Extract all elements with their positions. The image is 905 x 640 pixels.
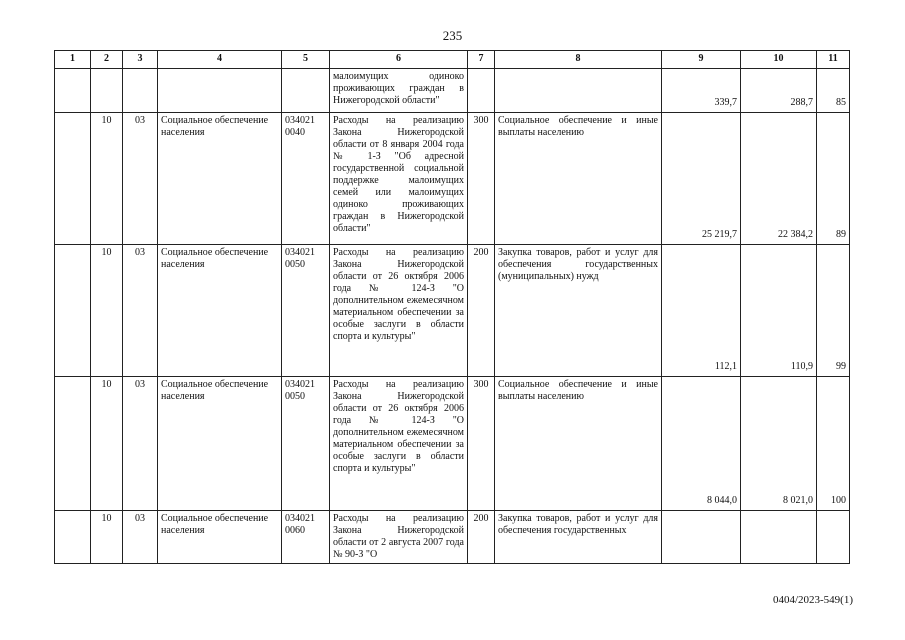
cell-target-code: 034021 0040 xyxy=(282,113,330,245)
cell-plan: 112,1 xyxy=(662,245,741,377)
col-header: 4 xyxy=(158,51,282,69)
cell-percent xyxy=(817,511,850,564)
cell-section: 10 xyxy=(91,511,123,564)
cell-plan: 8 044,0 xyxy=(662,377,741,511)
cell-target-name: Расходы на реализацию Закона Нижегородской области от 26 октября 2006 года № 124-З "О дополнительном ежемесячном материальном обеспечении за особые заслуги в области спорта и культуры" xyxy=(330,377,468,511)
cell-type-name: Закупка товаров, работ и услуг для обеспечения государственных (муниципальных) нужд xyxy=(495,245,662,377)
cell-subsection xyxy=(123,69,158,113)
col-header: 1 xyxy=(55,51,91,69)
cell-target-code: 034021 0060 xyxy=(282,511,330,564)
document-code: 0404/2023-549(1) xyxy=(772,594,853,606)
col-header: 8 xyxy=(495,51,662,69)
col-header: 9 xyxy=(662,51,741,69)
cell-actual: 8 021,0 xyxy=(741,377,817,511)
cell-actual: 22 384,2 xyxy=(741,113,817,245)
cell-type-code: 200 xyxy=(468,511,495,564)
cell-section-name: Социальное обеспечение населения xyxy=(158,245,282,377)
page-number: 235 xyxy=(442,28,463,43)
cell-type-name: Социальное обеспечение и иные выплаты населению xyxy=(495,113,662,245)
cell-num xyxy=(55,511,91,564)
cell-target-name: Расходы на реализацию Закона Нижегородской области от 2 августа 2007 года № 90-З "О xyxy=(330,511,468,564)
cell-type-code xyxy=(468,69,495,113)
cell-num xyxy=(55,113,91,245)
cell-target-name: Расходы на реализацию Закона Нижегородской области от 26 октября 2006 года № 124-З "О дополнительном ежемесячном материальном обеспечении за особые заслуги в области спорта и культуры" xyxy=(330,245,468,377)
cell-section-name: Социальное обеспечение населения xyxy=(158,377,282,511)
cell-type-code: 300 xyxy=(468,113,495,245)
table-row xyxy=(55,113,850,245)
cell-num xyxy=(55,245,91,377)
cell-type-name: Социальное обеспечение и иные выплаты населению xyxy=(495,377,662,511)
cell-subsection: 03 xyxy=(123,377,158,511)
cell-percent: 100 xyxy=(817,377,850,511)
cell-section xyxy=(91,69,123,113)
cell-subsection: 03 xyxy=(123,113,158,245)
cell-percent: 99 xyxy=(817,245,850,377)
cell-section: 10 xyxy=(91,377,123,511)
table-row xyxy=(55,511,850,564)
cell-plan: 339,7 xyxy=(662,69,741,113)
cell-section: 10 xyxy=(91,245,123,377)
cell-section-name xyxy=(158,69,282,113)
col-header: 6 xyxy=(330,51,468,69)
cell-plan xyxy=(662,511,741,564)
col-header: 11 xyxy=(817,51,850,69)
cell-target-code: 034021 0050 xyxy=(282,245,330,377)
cell-actual: 110,9 xyxy=(741,245,817,377)
cell-actual xyxy=(741,511,817,564)
table-row xyxy=(55,245,850,377)
cell-target-code: 034021 0050 xyxy=(282,377,330,511)
col-header: 5 xyxy=(282,51,330,69)
cell-target-name: Расходы на реализацию Закона Нижегородской области от 8 января 2004 года № 1-З "Об адресной государственной социальной поддержке малоимущих семей или малоимущих одиноко проживающих граждан в Нижегородской области" xyxy=(330,113,468,245)
budget-table xyxy=(54,50,850,564)
col-header: 2 xyxy=(91,51,123,69)
cell-subsection: 03 xyxy=(123,245,158,377)
cell-percent: 89 xyxy=(817,113,850,245)
col-header: 10 xyxy=(741,51,817,69)
cell-subsection: 03 xyxy=(123,511,158,564)
cell-target-name: малоимущих одиноко проживающих граждан в Нижегородской области" xyxy=(330,69,468,113)
cell-section-name: Социальное обеспечение населения xyxy=(158,113,282,245)
table-row xyxy=(55,69,850,113)
header-row xyxy=(55,51,850,69)
cell-percent: 85 xyxy=(817,69,850,113)
cell-target-code xyxy=(282,69,330,113)
cell-num xyxy=(55,69,91,113)
cell-type-code: 300 xyxy=(468,377,495,511)
table-row xyxy=(55,377,850,511)
cell-plan: 25 219,7 xyxy=(662,113,741,245)
cell-section: 10 xyxy=(91,113,123,245)
cell-num xyxy=(55,377,91,511)
col-header: 7 xyxy=(468,51,495,69)
cell-section-name: Социальное обеспечение населения xyxy=(158,511,282,564)
cell-actual: 288,7 xyxy=(741,69,817,113)
cell-type-name xyxy=(495,69,662,113)
cell-type-code: 200 xyxy=(468,245,495,377)
col-header: 3 xyxy=(123,51,158,69)
cell-type-name: Закупка товаров, работ и услуг для обеспечения государственных xyxy=(495,511,662,564)
